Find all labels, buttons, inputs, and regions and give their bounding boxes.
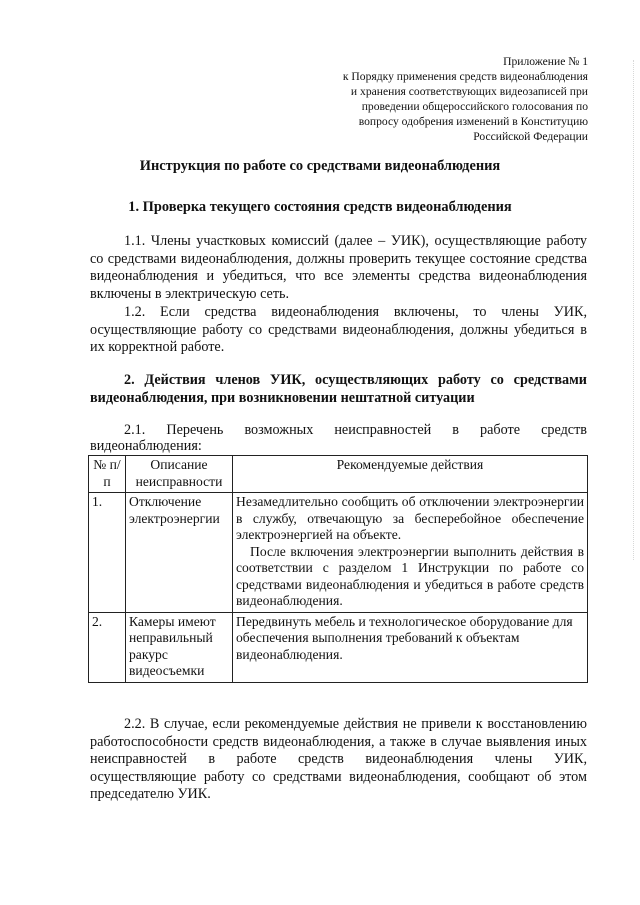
paragraph-1-1: 1.1. Члены участковых комиссий (далее – УИК), осуществляющие работу со средствами видеонаблюдения, должны проверить текущее состояние средства видеонаблюдения и убедиться, что все элементы средства видеонаблюдения включены в электрическую сеть. <box>90 233 587 302</box>
row-description: Камеры имеют неправильный ракурс видеосъемки <box>126 612 233 682</box>
row-number: 2. <box>89 612 126 682</box>
appendix-header <box>288 54 588 144</box>
table-row <box>89 493 588 613</box>
header-number: № п/п <box>89 456 126 493</box>
paragraph-2-2: 2.2. В случае, если рекомендуемые действия не привели к восстановлению работоспособности средств видеонаблюдения, а также в случае выявления иных неисправностей в работе средств видеонаблюдения члены УИК, осуществляющие работу со средствами видеонаблюдения, сообщают об этом председателю УИК. <box>90 716 587 802</box>
row-number: 1. <box>89 493 126 613</box>
appendix-line: проведении общероссийского голосования по <box>361 100 588 113</box>
action-text: Незамедлительно сообщить об отключении электроэнергии в службу, отвечающую за бесперебойное обеспечение электроэнергией на объекте. <box>236 494 584 542</box>
document-title: Инструкция по работе со средствами видеонаблюдения <box>139 158 501 174</box>
row-description: Отключение электроэнергии <box>126 493 233 613</box>
paragraph-1-2: 1.2. Если средства видеонаблюдения включены, то члены УИК, осуществляющие работу со средствами видеонаблюдения, должны убедиться в их корректной работе. <box>90 304 587 355</box>
appendix-line: Российской Федерации <box>473 130 588 143</box>
appendix-line: к Порядку применения средств видеонаблюдения <box>342 70 588 83</box>
header-actions: Рекомендуемые действия <box>233 456 588 493</box>
section-2-heading: 2. Действия членов УИК, осуществляющих работу со средствами видеонаблюдения, при возникновении нештатной ситуации <box>90 372 587 406</box>
scan-margin-line <box>632 60 634 560</box>
section-1-heading: 1. Проверка текущего состояния средств видеонаблюдения <box>128 199 512 215</box>
action-text: После включения электроэнергии выполнить действия в соответствии с разделом 1 Инструкции по работе со средствами видеонаблюдения и убедиться в работе средств видеонаблюдения. <box>236 543 584 608</box>
appendix-line: вопросу одобрения изменений в Конституцию <box>358 115 588 128</box>
paragraph-2-1: 2.1. Перечень возможных неисправностей в работе средств видеонаблюдения: <box>90 422 587 454</box>
malfunctions-table <box>88 455 588 683</box>
appendix-line: и хранения соответствующих видеозаписей при <box>350 85 588 98</box>
row-actions <box>233 493 588 613</box>
action-text: Передвинуть мебель и технологическое оборудование для обеспечения выполнения требований к объектам видеонаблюдения. <box>236 613 573 662</box>
header-description: Описание неисправности <box>126 456 233 493</box>
row-actions <box>233 612 588 682</box>
table-header-row <box>89 456 588 493</box>
appendix-line: Приложение № 1 <box>503 55 588 68</box>
table-row <box>89 612 588 682</box>
